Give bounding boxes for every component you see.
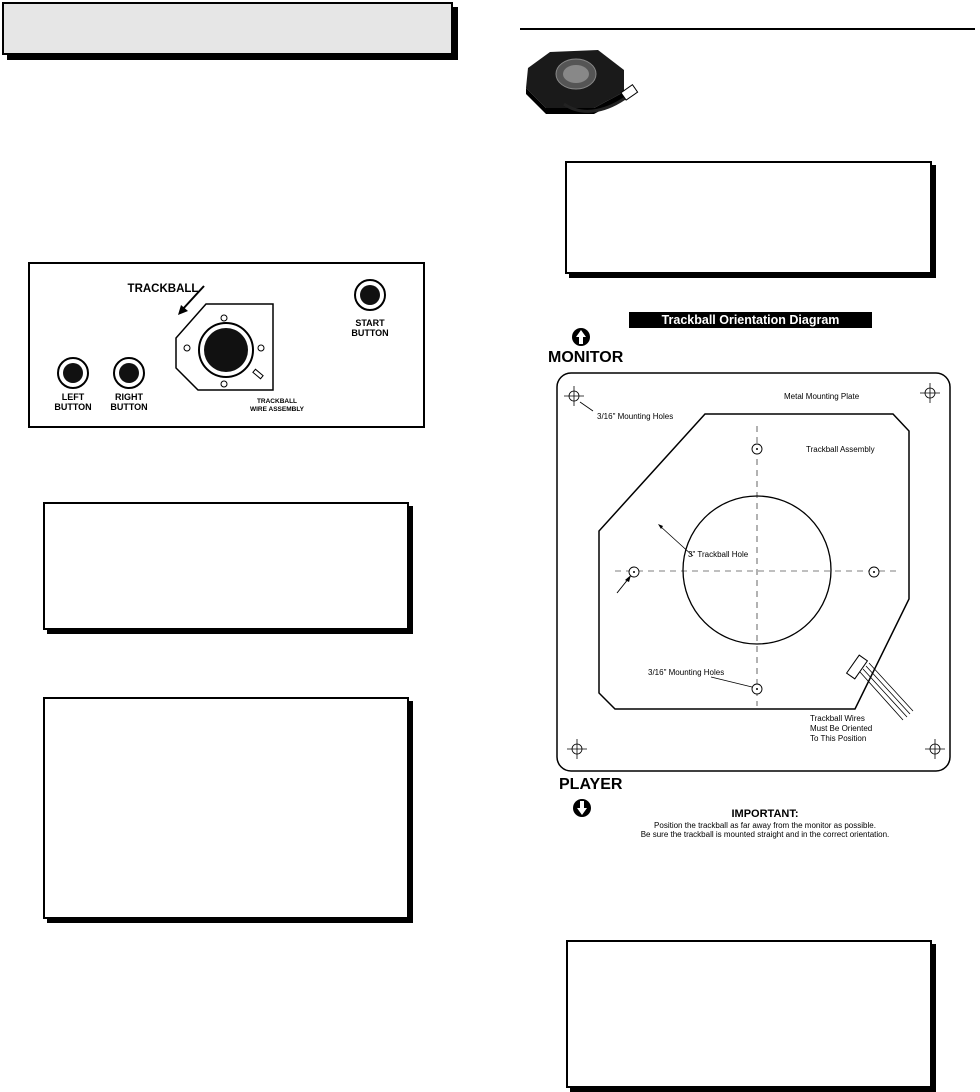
top-rule bbox=[520, 28, 975, 30]
left-note-box-1 bbox=[43, 502, 409, 630]
right-label-2: BUTTON bbox=[110, 402, 148, 412]
monitor-label: MONITOR bbox=[548, 349, 624, 366]
important-heading: IMPORTANT: bbox=[731, 808, 799, 820]
section-header-box bbox=[2, 2, 453, 55]
plate-screw-hole bbox=[221, 381, 227, 387]
control-panel-diagram bbox=[28, 262, 426, 430]
trackball-unit-icon bbox=[524, 48, 648, 124]
hole-label: 3" Trackball Hole bbox=[688, 550, 749, 559]
up-arrow-icon bbox=[571, 327, 591, 347]
right-note-box-1 bbox=[565, 161, 932, 274]
start-button-cap bbox=[360, 285, 380, 305]
important-line-2: Be sure the trackball is mounted straight and in the correct orientation. bbox=[640, 830, 890, 839]
start-label-1: START bbox=[355, 318, 385, 328]
orientation-diagram bbox=[555, 371, 975, 801]
left-label-1: LEFT bbox=[61, 392, 85, 402]
wires-label-3: To This Position bbox=[810, 734, 867, 743]
important-note bbox=[600, 808, 930, 839]
player-label: PLAYER bbox=[559, 776, 623, 793]
right-button-cap bbox=[119, 363, 139, 383]
important-line-1: Position the trackball as far away from the monitor as possible. bbox=[654, 821, 876, 830]
plate-screw-hole bbox=[184, 345, 190, 351]
left-label-2: BUTTON bbox=[54, 402, 92, 412]
left-note-box-2 bbox=[43, 697, 409, 919]
trackball-ball bbox=[204, 328, 248, 372]
wires-label-2: Must Be Oriented bbox=[810, 724, 873, 733]
top-holes-label: 3/16" Mounting Holes bbox=[597, 412, 674, 421]
metal-plate-label: Metal Mounting Plate bbox=[784, 392, 860, 401]
unit-ball-highlight bbox=[563, 65, 589, 83]
plate-screw-hole bbox=[221, 315, 227, 321]
wire-label-2: WIRE ASSEMBLY bbox=[249, 406, 305, 413]
left-button-cap bbox=[63, 363, 83, 383]
right-label-1: RIGHT bbox=[115, 392, 143, 402]
assembly-label: Trackball Assembly bbox=[806, 445, 875, 454]
trackball-label: TRACKBALL bbox=[127, 283, 199, 295]
plate-screw-hole bbox=[258, 345, 264, 351]
start-label-2: BUTTON bbox=[351, 328, 389, 338]
wires-label-1: Trackball Wires bbox=[810, 714, 865, 723]
diagram-title: Trackball Orientation Diagram bbox=[629, 312, 872, 328]
down-arrow-icon bbox=[572, 798, 592, 818]
right-note-box-2 bbox=[566, 940, 932, 1088]
wire-label-1: TRACKBALL bbox=[256, 398, 298, 405]
bottom-holes-label: 3/16" Mounting Holes bbox=[648, 668, 725, 677]
